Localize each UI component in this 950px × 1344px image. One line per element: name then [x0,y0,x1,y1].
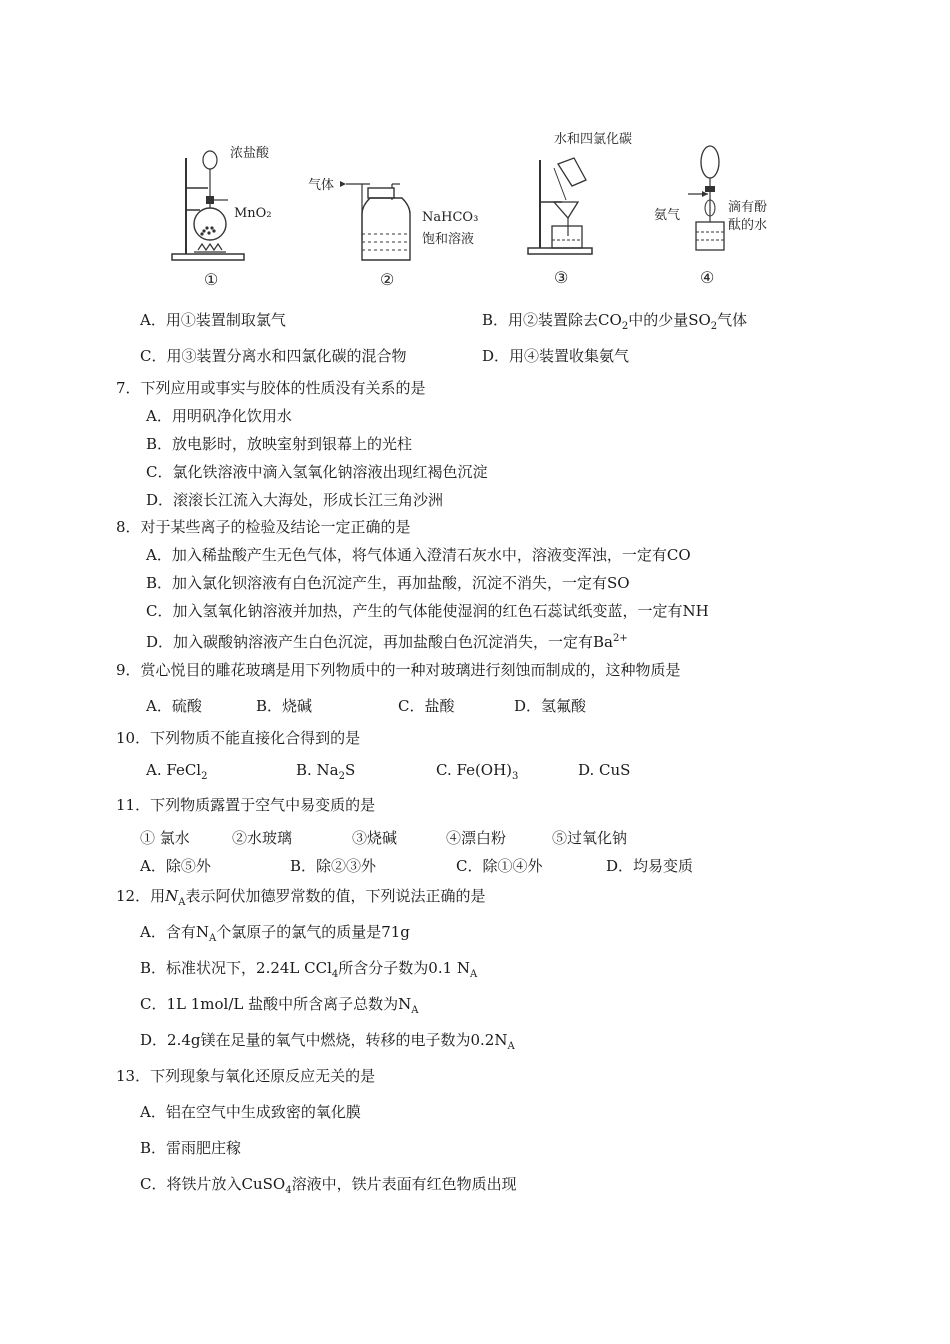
q13-option-a: A．铝在空气中生成致密的氧化膜 [140,1103,361,1121]
q13-stem: 13．下列现象与氧化还原反应无关的是 [116,1067,376,1085]
label-nahco3: NaHCO₃ [422,210,479,225]
q10-c-text: C. Fe(OH) [436,761,513,779]
q7-option-c: C．氯化铁溶液中滴入氢氧化钠溶液出现红褐色沉淀 [146,463,488,481]
q12-c-sub: A [411,1005,419,1016]
q11-option-d: D．均易变质 [606,857,694,875]
label-saturated-solution: 饱和溶液 [422,232,475,247]
q13-c-sub: 4 [285,1185,292,1196]
q7-option-d: D．滚滚长江流入大海处，形成长江三角沙洲 [146,491,444,509]
q11-item-2: ②水玻璃 [232,829,293,847]
q8-option-b: B．加入氯化钡溶液有白色沉淀产生，再加盐酸，沉淀不消失，一定有SO [146,574,630,592]
q7-stem: 7．下列应用或事实与胶体的性质没有关系的是 [116,379,426,397]
q12-stem-sub: A [178,897,186,908]
q11-item-5: ⑤过氧化钠 [552,829,628,847]
q10-b-text: B. Na [296,761,339,779]
q6-option-b [482,310,747,337]
figure-4-number: ④ [700,268,715,287]
q10-stem: 10．下列物质不能直接化合得到的是 [116,729,361,747]
figure-1-number: ① [204,270,219,289]
q11-option-a: A．除⑤外 [140,857,211,875]
q12-a-pre: A．含有N [140,923,209,941]
q12-stem [116,886,485,913]
q6-b-sub-2: 2 [710,321,718,332]
q12-b-pre: B．标准状况下，2.24L CCl [140,959,332,977]
figure-2-number: ② [380,270,395,289]
q9-option-d: D．氢氟酸 [514,697,587,715]
q12-c-pre: C．1L 1mol/L 盐酸中所含离子总数为N [140,995,412,1013]
label-gas: 气体 [308,178,335,193]
q9-option-a: A．硫酸 [146,697,202,715]
q12-b-mid: 所含分子数为0.1 N [338,959,471,977]
label-mno2: MnO₂ [234,206,272,221]
q6-option-c: C．用③装置分离水和四氯化碳的混合物 [140,347,407,365]
q6-b-text-1: B．用②装置除去CO [482,311,622,329]
q8-option-a: A．加入稀盐酸产生无色气体，将气体通入澄清石灰水中，溶液变浑浊，一定有CO [146,546,691,564]
q9-option-c: C．盐酸 [398,697,455,715]
label-ammonia: 氨气 [654,208,681,223]
q12-stem-pre: 12．用 [116,887,166,905]
q6-b-sub-1: 2 [621,321,629,332]
q8-stem: 8．对于某些离子的检验及结论一定正确的是 [116,518,411,536]
figure-2-gas-washing-bottle [306,170,479,265]
figure-1-chlorine-generator [168,148,278,266]
q6-option-d: D．用④装置收集氨气 [482,347,630,365]
q6-option-a: A．用①装置制取氯气 [140,311,286,329]
q12-d-sub: A [507,1041,515,1052]
q13-c-pre: C．将铁片放入CuSO [140,1175,286,1193]
q10-c-sub: 3 [512,771,519,782]
q8-option-c: C．加入氢氧化钠溶液并加热，产生的气体能使湿润的红色石蕊试纸变蓝，一定有NH [146,602,709,620]
figure-4-ammonia-fountain [650,142,768,267]
label-phenolphthalein-2: 酞的水 [728,218,768,233]
q9-stem: 9．赏心悦目的雕花玻璃是用下列物质中的一种对玻璃进行刻蚀而制成的，这种物质是 [116,661,681,679]
q7-option-a: A．用明矾净化饮用水 [146,407,292,425]
q13-option-c [140,1174,517,1201]
label-phenolphthalein-1: 滴有酚 [728,200,768,215]
q12-option-d [140,1030,515,1057]
q12-a-sub: A [208,933,217,944]
figure-3-number: ③ [554,268,569,287]
q8-d-sup: 2+ [613,633,628,644]
q7-option-b: B．放电影时，放映室射到银幕上的光柱 [146,435,413,453]
q13-c-post: 溶液中，铁片表面有红色物质出现 [291,1175,517,1193]
q12-a-post: 个氯原子的氯气的质量是71g [216,923,410,941]
q11-item-4: ④漂白粉 [446,829,507,847]
q12-d-pre: D．2.4g镁在足量的氧气中燃烧，转移的电子数为0.2N [140,1031,508,1049]
label-concentrated-hcl: 浓盐酸 [230,146,270,161]
q11-stem: 11．下列物质露置于空气中易变质的是 [116,796,376,814]
q10-b-post: S [345,761,356,779]
q11-item-1: ① 氯水 [140,829,190,847]
q12-stem-n: N [165,887,179,905]
q10-a-sub: 2 [201,771,208,782]
q10-option-a [146,760,207,787]
q8-option-d [146,629,628,652]
q12-b-sub: 4 [331,969,339,980]
q12-option-c [140,994,419,1021]
q10-option-c [436,760,518,787]
q12-option-b [140,958,477,985]
q11-option-c: C．除①④外 [456,857,543,875]
q10-option-b [296,760,355,787]
q10-option-d: D. CuS [578,761,631,779]
q12-option-a [140,922,410,949]
figure-3-filtration [524,132,633,260]
q13-option-b: B．雷雨肥庄稼 [140,1139,242,1157]
q6-b-text-3: 气体 [717,311,748,329]
q10-a-text: A. FeCl [146,761,202,779]
label-water-ccl4: 水和四氯化碳 [554,132,633,147]
q11-option-b: B．除②③外 [290,857,377,875]
q12-b-sub2: A [470,969,478,980]
q10-b-sub: 2 [338,771,346,782]
q11-item-3: ③烧碱 [352,829,398,847]
filtration-drawing [524,140,624,260]
q9-option-b: B．烧碱 [256,697,313,715]
q6-b-text-2: 中的少量SO [628,311,711,329]
q8-d-text: D．加入碳酸钠溶液产生白色沉淀，再加盐酸白色沉淀消失，一定有Ba [146,633,613,651]
q12-stem-post: 表示阿伏加德罗常数的值，下列说法正确的是 [185,887,486,905]
